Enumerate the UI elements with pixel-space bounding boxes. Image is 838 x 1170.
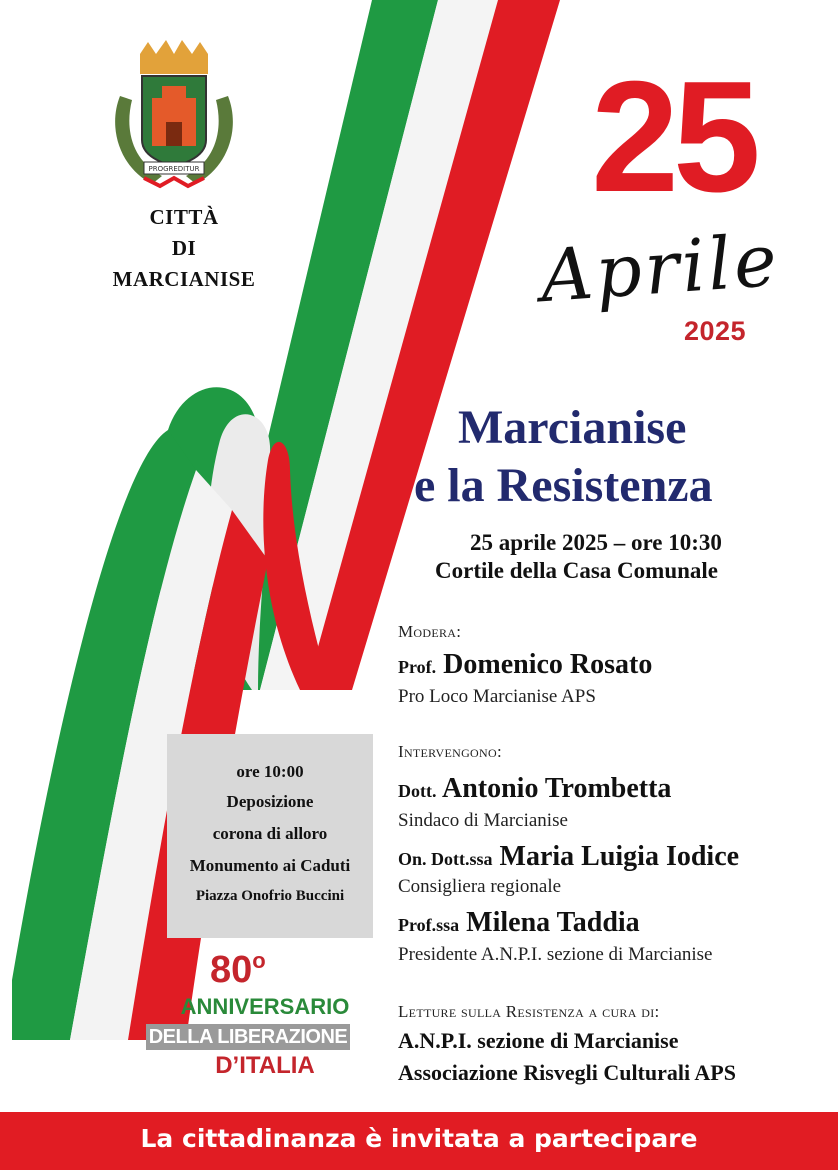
moderator-role: Pro Loco Marcianise APS [398,686,596,707]
speaker-2-role: Consigliera regionale [398,876,562,897]
city-line-1: CITTÀ [149,205,219,229]
date-year: 2025 [684,316,747,346]
readings-org-2: Associazione Risvegli Culturali APS [398,1060,736,1085]
ceremony-time: ore 10:00 [236,762,304,781]
ceremony-line-3: Monumento ai Caduti [189,856,351,875]
city-line-2: DI [171,236,197,260]
readings-label: Letture sulla Resistenza a cura di: [398,1002,660,1021]
ceremony-line-1: Deposizione [226,792,314,811]
city-name [86,202,282,295]
speaker-1-role: Sindaco di Marcianise [398,810,568,831]
anniversary-line-1: ANNIVERSARIO [180,994,350,1019]
ceremony-line-2: corona di alloro [212,824,328,843]
speaker-1-name: Antonio Trombetta [441,773,672,804]
event-title-line-1: Marcianise [458,401,687,454]
footer-banner [0,1112,838,1170]
anniversary-number-value: 80 [210,949,253,991]
crest-motto: PROGREDITUR [148,165,200,173]
anniversary-ordinal: o [252,948,266,973]
event-title-line-2: e la Resistenza [414,459,713,512]
footer-text: La cittadinanza è invitata a partecipare [140,1124,698,1153]
readings-org-1: A.N.P.I. sezione di Marcianise [398,1028,679,1053]
speaker-3 [398,906,640,942]
anniversary-line-3: D’ITALIA [215,1052,315,1079]
speaker-3-name: Milena Taddia [466,907,640,938]
moderator-name: Domenico Rosato [443,649,653,680]
moderator-label: Modera: [398,622,462,641]
ceremony-box [167,734,373,938]
speaker-2 [398,840,739,876]
city-coat-of-arms-icon [104,36,244,192]
date-month: Aprile [537,217,783,319]
speaker-1 [398,772,671,808]
speaker-2-title: On. Dott.ssa [398,849,493,869]
city-line-3: MARCIANISE [112,267,256,291]
speaker-3-role: Presidente A.N.P.I. sezione di Marcianise [398,944,713,965]
ceremony-line-4: Piazza Onofrio Buccini [195,888,345,904]
anniversary-number [210,948,266,992]
event-place: Cortile della Casa Comunale [435,558,719,583]
date-day: 25 [591,49,755,225]
moderator-name-line [398,648,652,684]
event-time: 25 aprile 2025 – ore 10:30 [470,530,722,555]
speaker-1-title: Dott. [398,781,437,801]
speaker-3-title: Prof.ssa [398,915,460,935]
speakers-label: Intervengono: [398,742,502,761]
anniversary-line-2: DELLA LIBERAZIONE [146,1024,350,1050]
moderator-title: Prof. [398,657,437,677]
speaker-2-name: Maria Luigia Iodice [499,841,740,872]
